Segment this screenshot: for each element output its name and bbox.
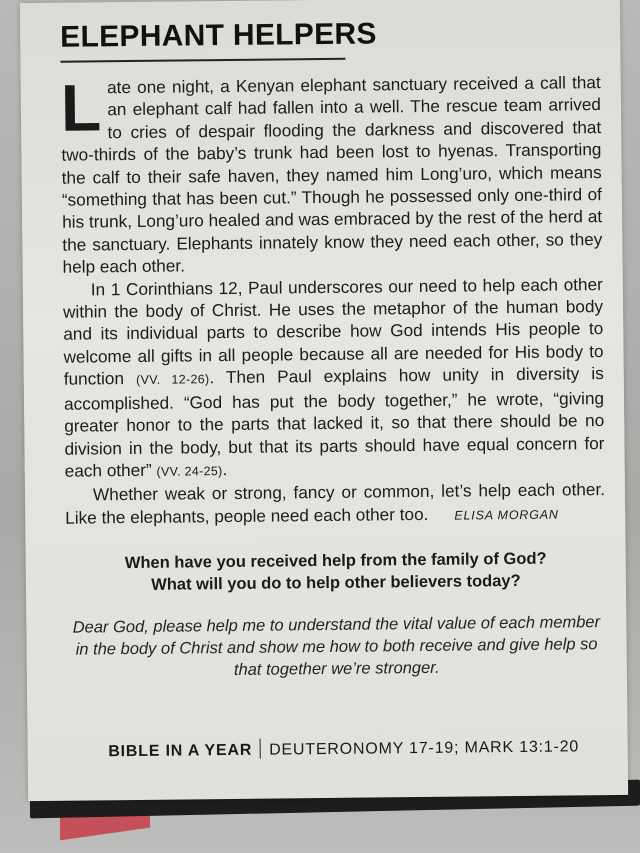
paragraph-2-text-b: . Then Paul explains how unity in diversity is accomplished. “God has put the body together,” he wrote, “giving greater honor to the parts that lacked it, so that there should be no division in the body, but that its parts should have equal concern for each other” bbox=[63, 363, 605, 481]
verse-reference-2: (VV. 24-25) bbox=[156, 463, 223, 479]
prayer-text: Dear God, please help me to understand the vital value of each member in the body of Christ and show me how to both receive and give help so that together we’re stronger. bbox=[72, 613, 601, 680]
article-body bbox=[61, 71, 606, 531]
article-title: ELEPHANT HELPERS bbox=[60, 17, 377, 54]
paragraph-2-text-c: . bbox=[222, 458, 228, 479]
verse-reference-1: (VV. 12-26) bbox=[136, 372, 210, 388]
paragraph-3-text: Whether weak or strong, fancy or common, let’s help each other. Like the elephants, people need each other too. bbox=[65, 479, 606, 528]
reflection-question-1: When have you received help from the family of God? bbox=[124, 549, 547, 573]
paragraph-2-text-a: In 1 Corinthians 12, Paul underscores our need to help each other within the body of Christ. He uses the metaphor of the human body and its individual parts to describe how God intends His people to welcome all gifts in all people because all are needed for His body to function bbox=[62, 273, 604, 390]
footer-reading: DEUTERONOMY 17-19; MARK 13:1-20 bbox=[269, 738, 580, 759]
footer-label: BIBLE IN A YEAR bbox=[108, 741, 253, 761]
paragraph-3 bbox=[65, 478, 605, 530]
paragraph-1 bbox=[61, 71, 603, 278]
reflection-questions bbox=[66, 547, 606, 597]
drop-cap: L bbox=[60, 70, 102, 145]
devotional-page bbox=[20, 0, 628, 801]
paragraph-2 bbox=[63, 273, 605, 484]
paragraph-1-text: ate one night, a Kenyan elephant sanctuary received a call that an elephant calf had fallen into a well. The rescue team arrived to cries of despair flooding the darkness and discovered that two-thirds of the baby’s trunk had been lost to hyenas. Transporting the calf to their safe haven, they named him Long’uro, which means “something that has been cut.” Though he possessed only one-third of his trunk, Long’uro healed and was embraced by the rest of the herd at the sanctuary. Elephants innately know they need each other, so they help each other. bbox=[61, 72, 603, 277]
reflection-question-2: What will you do to help other believers today? bbox=[151, 572, 521, 594]
page-content bbox=[60, 15, 607, 683]
title-underline bbox=[60, 58, 345, 63]
bible-in-a-year-footer bbox=[84, 735, 604, 761]
footer-divider bbox=[260, 739, 261, 759]
author-byline: ELISA MORGAN bbox=[454, 507, 559, 523]
